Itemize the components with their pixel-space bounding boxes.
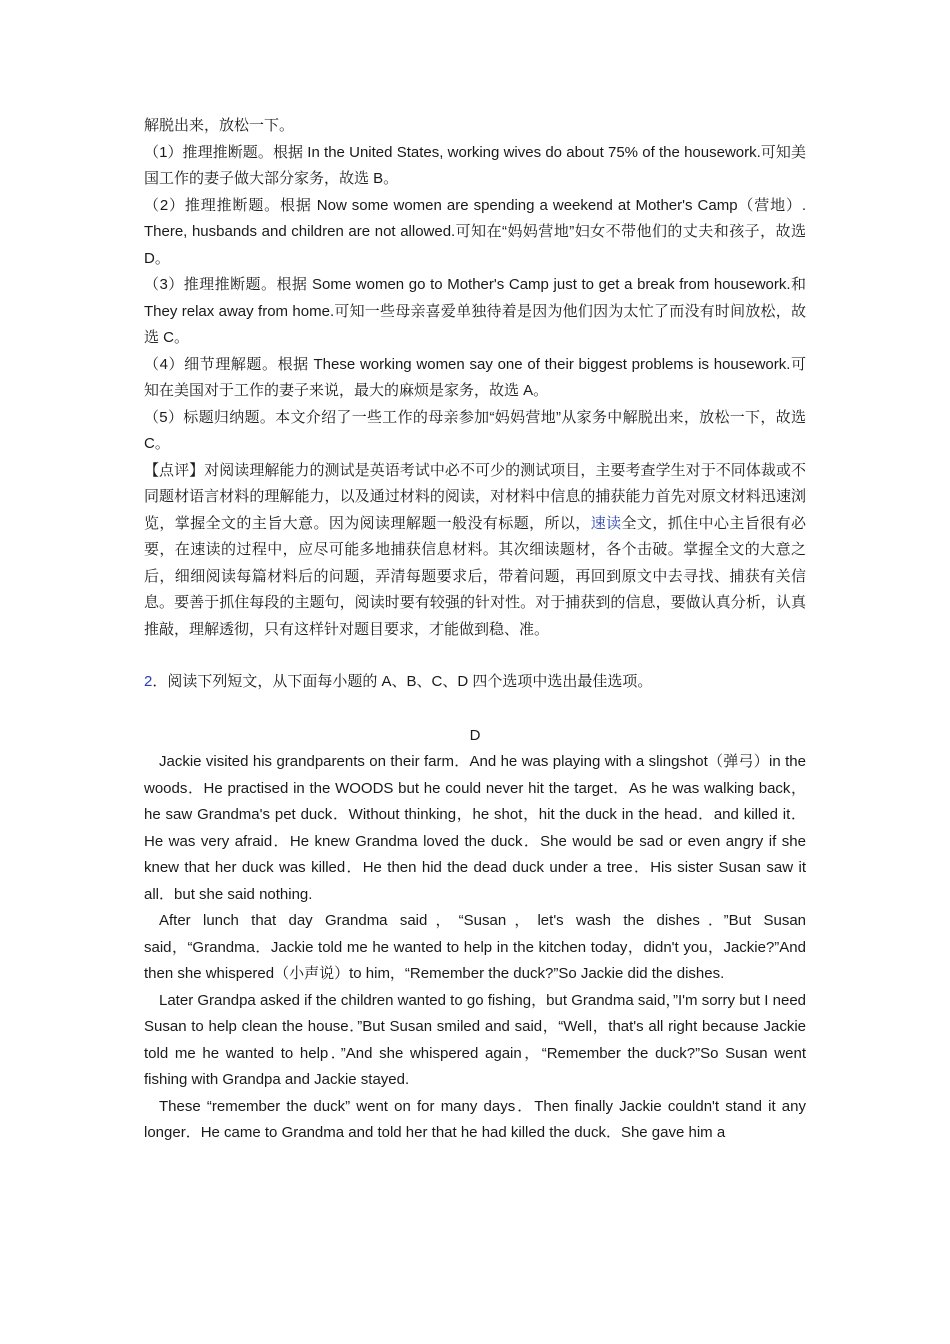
question-2-heading	[144, 669, 806, 696]
answer-4: （4）细节理解题。根据 These working women say one of their biggest problems is housework.可知在美国对于工作的妻子来说，最大的麻烦是家务，故选 A。	[144, 355, 806, 399]
passage-paragraph-2: After lunch that day Grandma said，“Susan，let's wash the dishes．”But Susan said，“Grandma．Jackie told me he wanted to help in the kitchen today，didn't you，Jackie?”And then she whispered（小声说）to him，“Remember the duck?”So Jackie did the dishes.	[144, 912, 806, 982]
answer-5: （5）标题归纳题。本文介绍了一些工作的母亲参加“妈妈营地”从家务中解脱出来，放松一下，故选 C。	[144, 408, 806, 452]
comment-text-part2: 全文，抓住中心主旨很有必要，在速读的过程中，应尽可能多地捕获信息材料。其次细读题材，各个击破。掌握全文的大意之后，细细阅读每篇材料后的问题，弄清每题要求后，带着问题，再回到原文中去寻找、捕获有关信息。要善于抓住每段的主题句，阅读时要有较强的针对性。对于捕获到的信息，要做认真分析，认真推敲，理解透彻，只有这样针对题目要求，才能做到稳、准。	[144, 514, 806, 638]
answer-2: （2）推理推断题。根据 Now some women are spending a weekend at Mother's Camp（营地）. There, husbands and children are not allowed.可知在“妈妈营地”妇女不带他们的丈夫和孩子，故选 D。	[144, 196, 806, 267]
answer-3: （3）推理推断题。根据 Some women go to Mother's Camp just to get a break from housework.和 They relax away from home.可知一些母亲喜爱单独待着是因为他们因为太忙了而没有时间放松，故选 C。	[144, 276, 806, 346]
passage-paragraph-3: Later Grandpa asked if the children wanted to go fishing，but Grandma said，”I'm sorry but I need Susan to help clean the house．”But Susan smiled and said，“Well，that's all right because Jackie told me he wanted to help．”And she whispered again，“Remember the duck?”So Susan went fishing with Grandpa and Jackie stayed.	[144, 991, 806, 1088]
passage-paragraph-1: Jackie visited his grandparents on their farm．And he was playing with a slingshot（弹弓）in the woods．He practised in the WOODS but he could never hit the target．As he was walking back，he saw Grandma's pet duck．Without thinking，he shot，hit the duck in the head．and killed it．He was very afraid．He knew Grandma loved the duck．She would be sad or even angry if she knew that her duck was killed．He then hid the dead duck under a tree．His sister Susan saw it all．but she said nothing.	[144, 753, 806, 903]
question-instruction: ．阅读下列短文，从下面每小题的 A、B、C、D 四个选项中选出最佳选项。	[152, 673, 653, 690]
comment-text-part1: 【点评】对阅读理解能力的测试是英语考试中必不可少的测试项目，主要考查学生对于不同体裁或不同题材语言材料的理解能力，以及通过材料的阅读，对材料中信息的捕获能力首先对原文材料迅速浏览，掌握全文的主旨大意。因为阅读理解题一般没有标题，所以，	[144, 461, 806, 532]
answer-1: （1）推理推断题。根据 In the United States, working wives do about 75% of the housework.可知美国工作的妻子做大部分家务，故选 B。	[144, 143, 806, 187]
question-number: 2	[144, 673, 153, 690]
speed-reading-link[interactable]: 速读	[590, 514, 622, 532]
comment-paragraph	[144, 458, 806, 644]
passage-title: D	[469, 726, 481, 744]
answer-intro-tail: 解脱出来，放松一下。	[144, 117, 295, 134]
document-page	[144, 113, 806, 1147]
passage-paragraph-4: These “remember the duck” went on for many days．Then finally Jackie couldn't stand it any longer．He came to Grandma and told her that he had killed the duck．She gave him a	[144, 1097, 806, 1141]
